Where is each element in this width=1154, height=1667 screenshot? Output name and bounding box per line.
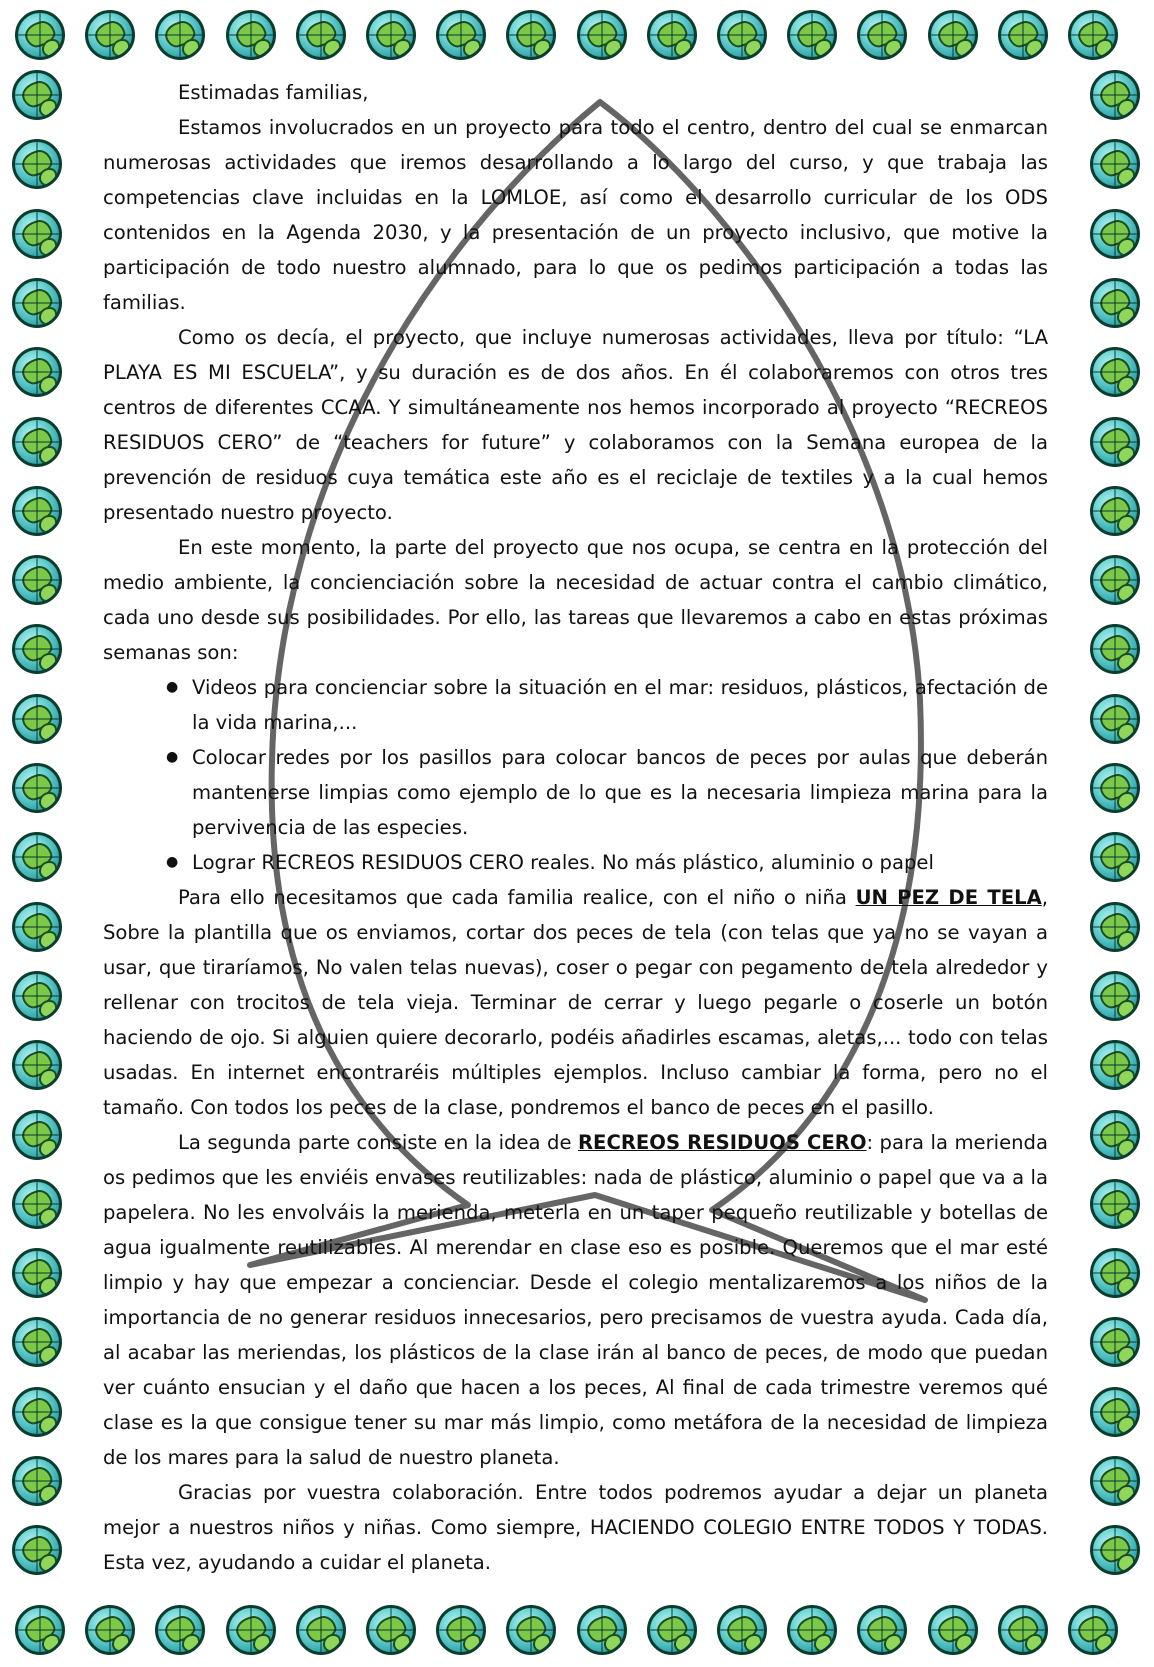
paragraph-project-title: Como os decía, el proyecto, que incluye numerosas actividades, lleva por título: “LA PLAYA ES MI ESCUELA”, y su duración es de dos años. En él colaboraremos con otros tres centros de diferentes CCAA. Y simultáneamente nos hemos incorporado al proyecto “RECREOS RESIDUOS CERO” de “teachers for future” y colaboramos con la Semana europea de la prevención de residuos cuya temática este año es el reciclaje de textiles y a la cual hemos presentado nuestro proyecto. [103,326,1048,524]
globe-icon [12,1248,62,1298]
globe-icon [1090,486,1140,536]
globe-icon [1090,1387,1140,1437]
globe-icon [998,10,1048,60]
globe-icon [12,486,62,536]
globe-icon [577,10,627,60]
globe-icon [1068,10,1118,60]
globe-icon [85,1605,135,1655]
paragraph-closing: Gracias por vuestra colaboración. Entre todos podremos ayudar a dejar un planeta mejor a nuestros niños y niñas. Como siempre, HACIENDO COLEGIO ENTRE TODOS Y TODAS. Esta vez, ayudando a cuidar el planeta. [103,1481,1048,1574]
globe-icon [647,1605,697,1655]
globe-icon [12,832,62,882]
globe-icon [366,10,416,60]
globe-icon [436,1605,486,1655]
bullet-icon: ● [166,854,179,870]
globe-icon [717,10,767,60]
globe-icon [1090,1456,1140,1506]
bullet-icon: ● [166,749,179,765]
globe-icon [1090,139,1140,189]
globe-icon [787,1605,837,1655]
globe-icon [1090,902,1140,952]
zero-waste-intro: La segunda parte consiste en la idea de [178,1131,578,1154]
globe-icon [12,347,62,397]
globe-icon [296,1605,346,1655]
globe-icon [12,1317,62,1367]
paragraph-fish-task [103,880,1048,1125]
fish-task-intro: Para ello necesitamos que cada familia realice, con el niño o niña [178,886,856,909]
globe-icon [1090,624,1140,674]
paragraph-zero-waste [103,1125,1048,1475]
globe-icon [12,139,62,189]
globe-icon [857,10,907,60]
globe-icon [12,70,62,120]
globe-icon [787,10,837,60]
fish-task-instructions: , Sobre la plantilla que os enviamos, cortar dos peces de tela (con telas que ya no se vayan a usar, que tiraríamos, No valen telas nuevas), coser o pegar con pegamento de tela alrededor y rellenar con trocitos de tela vieja. Terminar de cerrar y luego pegarle o coserle un botón haciendo de ojo. Si alguien quiere decorarlo, podéis añadirles escamas, aletas,... todo con telas usadas. En internet encontraréis múltiples ejemplos. Incluso cambiar la forma, pero no el tamaño. Con todos los peces de la clase, pondremos el banco de peces en el pasillo. [103,886,1048,1119]
globe-icon [1090,1040,1140,1090]
globe-icon [15,1605,65,1655]
globe-icon [647,10,697,60]
globe-icon [506,10,556,60]
zero-waste-highlight: RECREOS RESIDUOS CERO [577,1131,867,1154]
globe-icon [1090,763,1140,813]
globe-icon [12,1040,62,1090]
globe-icon [12,1110,62,1160]
globe-icon [1090,1110,1140,1160]
greeting: Estimadas familias, [178,81,369,104]
globe-icon [226,1605,276,1655]
globe-icon [12,417,62,467]
list-item [166,740,1048,845]
globe-icon [857,1605,907,1655]
globe-icon [12,971,62,1021]
globe-icon [1068,1605,1118,1655]
globe-icon [155,10,205,60]
globe-icon [12,1525,62,1575]
globe-icon [15,10,65,60]
globe-icon [1090,417,1140,467]
globe-icon [1090,971,1140,1021]
letter-body [103,75,1048,1580]
globe-icon [366,1605,416,1655]
globe-icon [12,902,62,952]
globe-icon [12,555,62,605]
globe-icon [155,1605,205,1655]
globe-icon [1090,70,1140,120]
globe-icon [577,1605,627,1655]
globe-icon [12,624,62,674]
globe-icon [506,1605,556,1655]
zero-waste-details: : para la merienda os pedimos que les enviéis envases reutilizables: nada de plástico, aluminio o papel que va a la papelera. No les envolváis la merienda, meterla en un taper pequeño reutilizable y botellas de agua igualmente reutilizables. Al merendar en clase eso es posible. Queremos que el mar esté limpio y hay que empezar a concienciar. Desde el colegio mentalizaremos a los niños de la importancia de no generar residuos innecesarios, pero precisamos de vuestra ayuda. Cada día, al acabar las meriendas, los plásticos de la clase irán al banco de peces, de modo que puedan ver cuánto ensucian y el daño que hacen a los peces, Al final de cada trimestre veremos qué clase es la que consigue tener su mar más limpio, como metáfora de la necesidad de limpieza de los mares para la salud de nuestro planeta. [103,1131,1048,1469]
globe-icon [12,694,62,744]
globe-icon [928,10,978,60]
globe-icon [1090,278,1140,328]
globe-icon [12,209,62,259]
task-list [103,670,1048,880]
globe-icon [12,763,62,813]
globe-icon [1090,555,1140,605]
globe-icon [1090,832,1140,882]
globe-icon [1090,347,1140,397]
globe-icon [296,10,346,60]
paragraph-current-focus: En este momento, la parte del proyecto que nos ocupa, se centra en la protección del medio ambiente, la concienciación sobre la necesidad de actuar contra el cambio climático, cada uno desde sus posibilidades. Por ello, las tareas que llevaremos a cabo en estas próximas semanas son: [103,536,1048,664]
list-item [166,845,1048,880]
globe-icon [12,278,62,328]
globe-icon [1090,1179,1140,1229]
list-item-text: Colocar redes por los pasillos para colocar bancos de peces por aulas que deberán mantenerse limpias como ejemplo de lo que es la necesaria limpieza marina para la pervivencia de las especies. [192,746,1048,839]
globe-icon [12,1456,62,1506]
globe-icon [1090,1317,1140,1367]
globe-icon [85,10,135,60]
fish-task-highlight: UN PEZ DE TELA [855,886,1042,909]
globe-icon [928,1605,978,1655]
list-item [166,670,1048,740]
globe-icon [1090,209,1140,259]
globe-icon [998,1605,1048,1655]
globe-icon [226,10,276,60]
list-item-text: Lograr RECREOS RESIDUOS CERO reales. No más plástico, aluminio o papel [192,851,934,874]
globe-icon [12,1387,62,1437]
globe-icon [1090,694,1140,744]
list-item-text: Videos para concienciar sobre la situación en el mar: residuos, plásticos, afectación de la vida marina,... [192,676,1048,734]
globe-icon [1090,1248,1140,1298]
bullet-icon: ● [166,679,179,695]
globe-icon [1090,1525,1140,1575]
globe-icon [436,10,486,60]
paragraph-intro: Estamos involucrados en un proyecto para todo el centro, dentro del cual se enmarcan numerosas actividades que iremos desarrollando a lo largo del curso, y que trabaja las competencias clave incluidas en la LOMLOE, así como el desarrollo curricular de los ODS contenidos en la Agenda 2030, y la presentación de un proyecto inclusivo, que motive la participación de todo nuestro alumnado, para lo que os pedimos participación a todas las familias. [103,116,1048,314]
globe-icon [717,1605,767,1655]
globe-icon [12,1179,62,1229]
